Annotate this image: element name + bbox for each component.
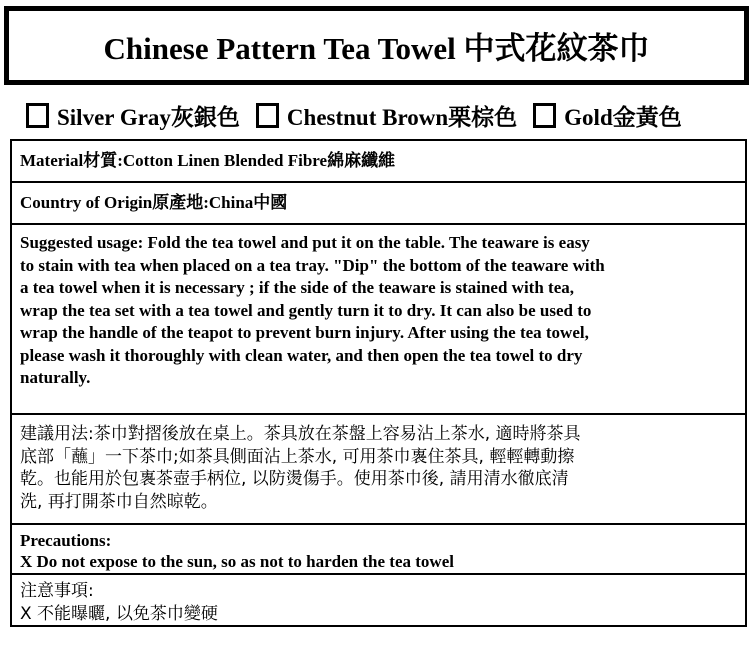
usage-zh-line: 底部「蘸」一下茶巾;如茶具側面沾上茶水, 可用茶巾褢住茶具, 輕輕轉動擦 bbox=[20, 446, 575, 467]
color-option-silver-gray[interactable] bbox=[26, 99, 240, 132]
material-row bbox=[12, 141, 745, 183]
precautions-en-row bbox=[12, 525, 745, 575]
usage-zh-row bbox=[12, 415, 745, 525]
checkbox-gold[interactable] bbox=[533, 103, 556, 128]
precautions-en-item: X Do not expose to the sun, so as not to harden the tea towel bbox=[20, 552, 454, 571]
usage-en-line: a tea towel when it is necessary ; if the side of the teaware is stained with tea, bbox=[20, 278, 574, 297]
color-option-chestnut-brown[interactable] bbox=[256, 99, 517, 132]
usage-en-line: please wash it thoroughly with clean water, and then open the tea towel to dry bbox=[20, 345, 583, 365]
usage-zh-line: 乾。也能用於包褢茶壺手柄位, 以防燙傷手。使用茶巾後, 請用清水徹底清 bbox=[20, 469, 569, 489]
usage-en-line: naturally. bbox=[20, 368, 91, 387]
color-label-gold: Gold金黃色 bbox=[564, 105, 682, 130]
color-option-gold[interactable] bbox=[533, 99, 682, 132]
info-table bbox=[10, 139, 747, 627]
title-box bbox=[4, 6, 749, 85]
usage-en-line: Suggested usage: Fold the tea towel and put it on the table. The teaware is easy bbox=[20, 233, 590, 252]
usage-en-row bbox=[12, 225, 745, 415]
usage-en-line: to stain with tea when placed on a tea tray. "Dip" the bottom of the teaware with bbox=[20, 255, 605, 275]
precautions-zh-heading: 注意事項: bbox=[20, 581, 94, 601]
precautions-zh-row bbox=[12, 575, 745, 627]
color-label-chestnut-brown: Chestnut Brown栗棕色 bbox=[286, 105, 518, 130]
color-label-silver-gray: Silver Gray灰銀色 bbox=[57, 105, 240, 130]
page-title: Chinese Pattern Tea Towel 中式花紋茶巾 bbox=[103, 31, 650, 66]
precautions-zh-item: X 不能曝曬, 以免茶巾變硬 bbox=[20, 604, 218, 624]
checkbox-silver-gray[interactable] bbox=[26, 103, 49, 128]
color-options bbox=[26, 99, 746, 132]
origin-text: Country of Origin原產地:China中國 bbox=[20, 193, 288, 212]
checkbox-chestnut-brown[interactable] bbox=[256, 103, 279, 128]
usage-en-line: wrap the tea set with a tea towel and gently turn it to dry. It can also be used to bbox=[20, 300, 592, 320]
material-text: Material材質:Cotton Linen Blended Fibre綿麻纖維 bbox=[20, 151, 396, 170]
origin-row bbox=[12, 183, 745, 225]
usage-zh-line: 建議用法:茶巾對摺後放在桌上。茶具放在茶盤上容易沾上茶水, 適時將茶具 bbox=[20, 424, 581, 444]
usage-en-line: wrap the handle of the teapot to prevent burn injury. After using the tea towel, bbox=[20, 323, 589, 342]
precautions-en-heading: Precautions: bbox=[20, 531, 112, 550]
usage-zh-line: 洗, 再打開茶巾自然晾乾。 bbox=[20, 491, 218, 512]
